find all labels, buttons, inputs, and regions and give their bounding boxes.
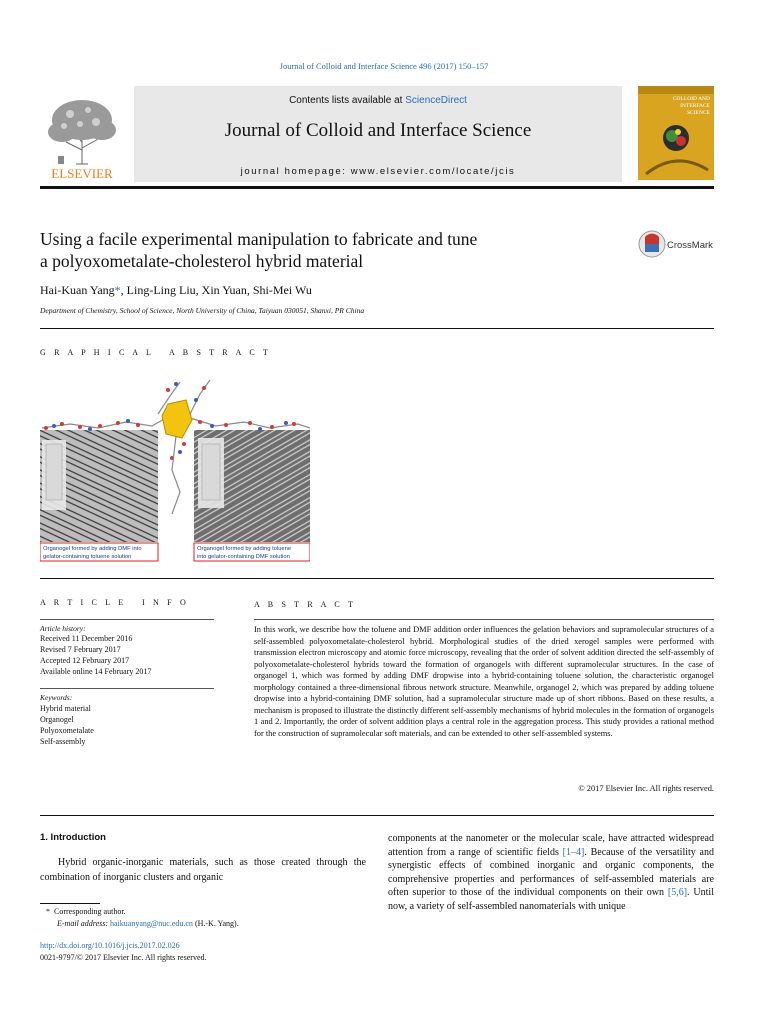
reference-link[interactable]: [1–4] [562, 846, 585, 858]
author-1[interactable]: Hai-Kuan Yang [40, 283, 115, 297]
introduction-right-column [388, 832, 714, 914]
introduction-heading: 1. Introduction [40, 832, 106, 843]
article-title-line-2: a polyoxometalate-cholesterol hybrid material [40, 251, 364, 271]
article-info-heading: A R T I C L E I N F O [40, 598, 190, 607]
graphical-abstract-heading: G R A P H I C A L A B S T R A C T [40, 348, 272, 357]
history-received: Received 11 December 2016 [40, 634, 133, 643]
cover-line-2: INTERFACE [680, 103, 710, 109]
email-link[interactable]: haikuanyang@nuc.edu.cn [110, 919, 193, 928]
caption-1-line-2: gelator-containing toluene solution [43, 554, 132, 560]
section-divider [40, 328, 714, 329]
intro-text-part: . Because of the versatility and synergistic effects of combined inorganic and organic components, the comprehensive properties and performances of self-assembled materials are often superior to those of the individual components on their own [388, 846, 714, 899]
publisher-wordmark: ELSEVIER [51, 166, 113, 180]
journal-title: Journal of Colloid and Interface Science [224, 120, 532, 141]
keyword: Polyoxometalate [40, 726, 94, 735]
masthead-rule [40, 186, 714, 189]
keyword: Hybrid material [40, 704, 91, 713]
history-online: Available online 14 February 2017 [40, 667, 152, 676]
article-title [40, 228, 600, 272]
footnote-corresponding [46, 907, 126, 916]
history-accepted: Accepted 12 February 2017 [40, 656, 130, 665]
corresponding-author-mark[interactable]: * [114, 283, 121, 297]
article-info-rule [40, 688, 214, 689]
abstract-rule [254, 619, 714, 620]
footnote-email [57, 919, 239, 928]
abstract-text: In this work, we describe how the toluene and DMF addition order influences the gelation behaviors and supramolecular structures of a self-assembled polyoxometalate-cholesterol hybrid. Morphological studies of the dried xerogel samples were performed with transmission electron microscopy and atomic force microscopy, revealing that the order of solvent addition directed the self-assembly of polyoxometalate-cholesterol hybrids toward the formation of organogels with different supramolecular structures. In the case of organogel 1, which was formed by adding DMF dropwise into a hybrid-containing toluene solution, the characteristic organogel morphology contained a three-dimensional fibrous network structure. Meanwhile, organogel 2, which was prepared by adding toluene dropwise into a hybrid-containing DMF solution, had a supramolecular structure made up of short ribbons. Based on these results, a mechanism is proposed to illustrate the distinctly different self-assembly mechanisms of hybrid molecules in the formation of organogels 1 and 2. Importantly, the order of solvent addition plays a central role in the aggregation process. This study provides a rational method for the construction of supramolecular soft materials, and can be extended to other self-assembled systems. [254, 625, 714, 738]
intro-text-part: . Until now, a variety of self-assembled nanomaterials with unique [388, 887, 714, 912]
section-divider [40, 578, 714, 579]
crossmark-label: CrossMark [667, 240, 713, 251]
caption-2-line-1: Organogel formed by adding toluene [197, 546, 292, 552]
email-label: E-mail address: [57, 919, 111, 928]
caption-2-line-2: into gelator-containing DMF solution [197, 554, 290, 560]
elsevier-logo [40, 92, 124, 180]
crossmark-button[interactable] [638, 230, 714, 260]
intro-text-part: components at the nanometer or the molecular scale, have attracted widespread attention from a range of scientific fields [388, 833, 714, 858]
keyword: Organogel [40, 715, 74, 724]
contents-available [134, 95, 622, 106]
author-list [40, 283, 312, 298]
history-revised: Revised 7 February 2017 [40, 645, 121, 654]
keywords-heading: Keywords: [40, 693, 73, 702]
section-divider [40, 815, 714, 816]
contents-prefix: Contents lists available at [289, 95, 406, 106]
keyword: Self-assembly [40, 737, 86, 746]
article-history-heading: Article history: [40, 624, 86, 633]
other-authors: , Ling-Ling Liu, Xin Yuan, Shi-Mei Wu [120, 283, 312, 297]
reference-link[interactable]: [5,6] [667, 887, 688, 899]
footnote-marker: * [46, 907, 50, 916]
email-suffix: (H.-K. Yang). [192, 919, 239, 928]
article-title-line-1: Using a facile experimental manipulation to fabricate and tune [40, 229, 478, 249]
polyoxometalate-cluster [162, 400, 192, 438]
cover-line-3: SCIENCE [687, 110, 710, 116]
abstract-heading: A B S T R A C T [254, 600, 357, 609]
affiliation: Department of Chemistry, School of Science, North University of China, Taiyuan 030051, Shanxi, PR China [40, 306, 365, 315]
journal-cover-image[interactable] [638, 86, 714, 180]
introduction-left-column: Hybrid organic-inorganic materials, such as those created through the combination of inorganic clusters and organic [40, 857, 366, 883]
caption-1-line-1: Organogel formed by adding DMF into [43, 546, 142, 552]
cover-line-1: COLLOID AND [672, 96, 710, 102]
sciencedirect-link[interactable]: ScienceDirect [405, 95, 467, 106]
article-info-rule [40, 619, 214, 620]
footnote-corresponding-text: Corresponding author. [54, 907, 126, 916]
graphical-abstract-figure[interactable] [40, 374, 310, 566]
journal-homepage-link[interactable]: journal homepage: www.elsevier.com/locate/jcis [240, 166, 516, 177]
journal-citation[interactable]: Journal of Colloid and Interface Science 496 (2017) 150–157 [279, 61, 489, 71]
issn-copyright: 0021-9797/© 2017 Elsevier Inc. All rights reserved. [40, 953, 207, 962]
doi-link[interactable]: http://dx.doi.org/10.1016/j.jcis.2017.02.026 [40, 941, 180, 950]
abstract-copyright: © 2017 Elsevier Inc. All rights reserved. [578, 784, 714, 793]
footnote-rule [40, 903, 100, 904]
